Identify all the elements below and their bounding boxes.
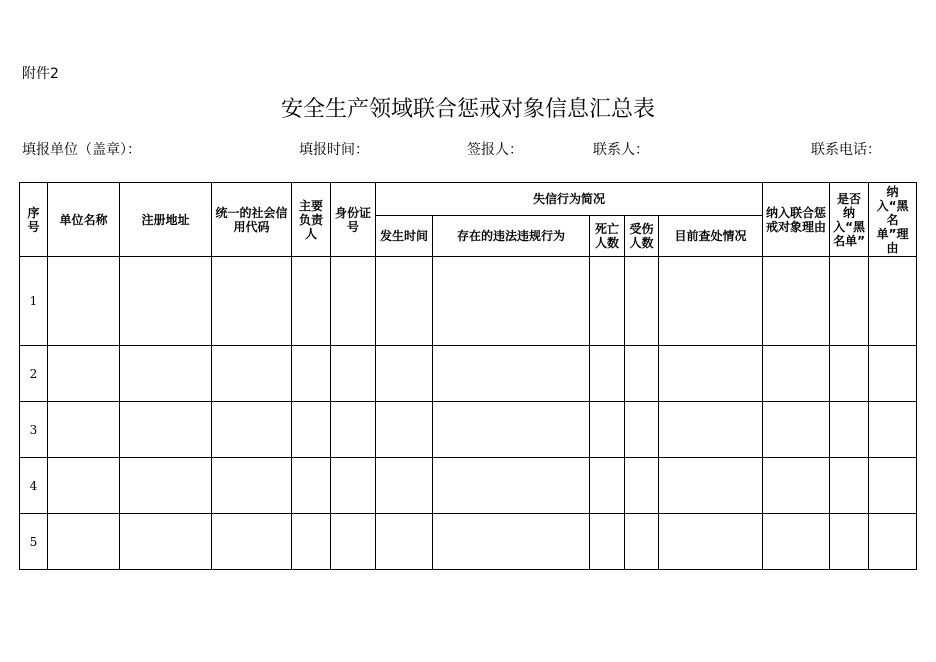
cell-occur-time[interactable] bbox=[376, 514, 433, 570]
cell-blacklist-reason[interactable] bbox=[869, 257, 917, 346]
cell-status[interactable] bbox=[659, 514, 763, 570]
cell-blacklist[interactable] bbox=[830, 458, 869, 514]
col-principal-header: 主要负责人 bbox=[292, 183, 331, 257]
meta-contact-label: 联系人： bbox=[593, 142, 649, 158]
cell-principal[interactable] bbox=[292, 346, 331, 402]
col-blacklist-reason-header: 纳入“黑名单”理由 bbox=[869, 183, 917, 257]
cell-injured[interactable] bbox=[625, 458, 659, 514]
cell-reason[interactable] bbox=[763, 458, 830, 514]
cell-blacklist-reason[interactable] bbox=[869, 402, 917, 458]
cell-credit-code[interactable] bbox=[212, 346, 292, 402]
attachment-label: 附件2 bbox=[22, 66, 59, 82]
col-injured-header: 受伤人数 bbox=[625, 216, 659, 257]
cell-injured[interactable] bbox=[625, 402, 659, 458]
info-summary-table bbox=[19, 182, 917, 570]
cell-blacklist[interactable] bbox=[830, 402, 869, 458]
cell-deaths[interactable] bbox=[590, 514, 625, 570]
cell-credit-code[interactable] bbox=[212, 402, 292, 458]
cell-address[interactable] bbox=[120, 458, 212, 514]
row-number: 1 bbox=[20, 257, 48, 346]
meta-time-label: 填报时间： bbox=[299, 142, 369, 158]
meta-phone-label: 联系电话： bbox=[811, 142, 881, 158]
row-number: 5 bbox=[20, 514, 48, 570]
cell-deaths[interactable] bbox=[590, 257, 625, 346]
col-group-header: 失信行为简况 bbox=[376, 183, 763, 216]
cell-unit-name[interactable] bbox=[48, 257, 120, 346]
cell-id[interactable] bbox=[331, 346, 376, 402]
cell-unit-name[interactable] bbox=[48, 514, 120, 570]
cell-occur-time[interactable] bbox=[376, 257, 433, 346]
col-occur-time-header: 发生时间 bbox=[376, 216, 433, 257]
meta-signer-label: 签报人： bbox=[467, 142, 523, 158]
cell-unit-name[interactable] bbox=[48, 458, 120, 514]
cell-principal[interactable] bbox=[292, 514, 331, 570]
row-number: 3 bbox=[20, 402, 48, 458]
cell-violation[interactable] bbox=[433, 346, 590, 402]
cell-occur-time[interactable] bbox=[376, 346, 433, 402]
cell-status[interactable] bbox=[659, 402, 763, 458]
cell-id[interactable] bbox=[331, 458, 376, 514]
cell-violation[interactable] bbox=[433, 257, 590, 346]
cell-blacklist[interactable] bbox=[830, 346, 869, 402]
table-row bbox=[20, 346, 917, 402]
cell-deaths[interactable] bbox=[590, 458, 625, 514]
table-row bbox=[20, 257, 917, 346]
cell-reason[interactable] bbox=[763, 346, 830, 402]
cell-id[interactable] bbox=[331, 257, 376, 346]
cell-id[interactable] bbox=[331, 514, 376, 570]
cell-credit-code[interactable] bbox=[212, 514, 292, 570]
cell-deaths[interactable] bbox=[590, 346, 625, 402]
cell-unit-name[interactable] bbox=[48, 346, 120, 402]
cell-address[interactable] bbox=[120, 514, 212, 570]
cell-status[interactable] bbox=[659, 458, 763, 514]
cell-principal[interactable] bbox=[292, 402, 331, 458]
row-number: 4 bbox=[20, 458, 48, 514]
table-row bbox=[20, 514, 917, 570]
cell-occur-time[interactable] bbox=[376, 458, 433, 514]
col-violation-header: 存在的违法违规行为 bbox=[433, 216, 590, 257]
page-title: 安全生产领域联合惩戒对象信息汇总表 bbox=[280, 97, 655, 122]
cell-injured[interactable] bbox=[625, 257, 659, 346]
cell-deaths[interactable] bbox=[590, 402, 625, 458]
cell-blacklist[interactable] bbox=[830, 257, 869, 346]
col-id-header: 身份证号 bbox=[331, 183, 376, 257]
cell-blacklist-reason[interactable] bbox=[869, 458, 917, 514]
cell-status[interactable] bbox=[659, 257, 763, 346]
cell-reason[interactable] bbox=[763, 257, 830, 346]
col-unit-name-header: 单位名称 bbox=[48, 183, 120, 257]
cell-credit-code[interactable] bbox=[212, 458, 292, 514]
cell-credit-code[interactable] bbox=[212, 257, 292, 346]
header-row-1 bbox=[20, 183, 917, 216]
col-seq-header: 序号 bbox=[20, 183, 48, 257]
row-number: 2 bbox=[20, 346, 48, 402]
col-deaths-header: 死亡人数 bbox=[590, 216, 625, 257]
cell-occur-time[interactable] bbox=[376, 402, 433, 458]
cell-injured[interactable] bbox=[625, 346, 659, 402]
cell-principal[interactable] bbox=[292, 257, 331, 346]
cell-unit-name[interactable] bbox=[48, 402, 120, 458]
cell-violation[interactable] bbox=[433, 458, 590, 514]
cell-principal[interactable] bbox=[292, 458, 331, 514]
cell-injured[interactable] bbox=[625, 514, 659, 570]
cell-violation[interactable] bbox=[433, 402, 590, 458]
cell-status[interactable] bbox=[659, 346, 763, 402]
cell-address[interactable] bbox=[120, 257, 212, 346]
col-address-header: 注册地址 bbox=[120, 183, 212, 257]
col-credit-code-header: 统一的社会信用代码 bbox=[212, 183, 292, 257]
meta-unit-label: 填报单位（盖章）： bbox=[22, 142, 141, 158]
table-row bbox=[20, 458, 917, 514]
col-blacklist-header: 是否纳入“黑名单” bbox=[830, 183, 869, 257]
cell-blacklist-reason[interactable] bbox=[869, 514, 917, 570]
cell-address[interactable] bbox=[120, 402, 212, 458]
cell-blacklist-reason[interactable] bbox=[869, 346, 917, 402]
cell-reason[interactable] bbox=[763, 514, 830, 570]
cell-reason[interactable] bbox=[763, 402, 830, 458]
table-row bbox=[20, 402, 917, 458]
cell-violation[interactable] bbox=[433, 514, 590, 570]
cell-blacklist[interactable] bbox=[830, 514, 869, 570]
col-status-header: 目前查处情况 bbox=[659, 216, 763, 257]
cell-id[interactable] bbox=[331, 402, 376, 458]
cell-address[interactable] bbox=[120, 346, 212, 402]
col-reason-header: 纳入联合惩戒对象理由 bbox=[763, 183, 830, 257]
